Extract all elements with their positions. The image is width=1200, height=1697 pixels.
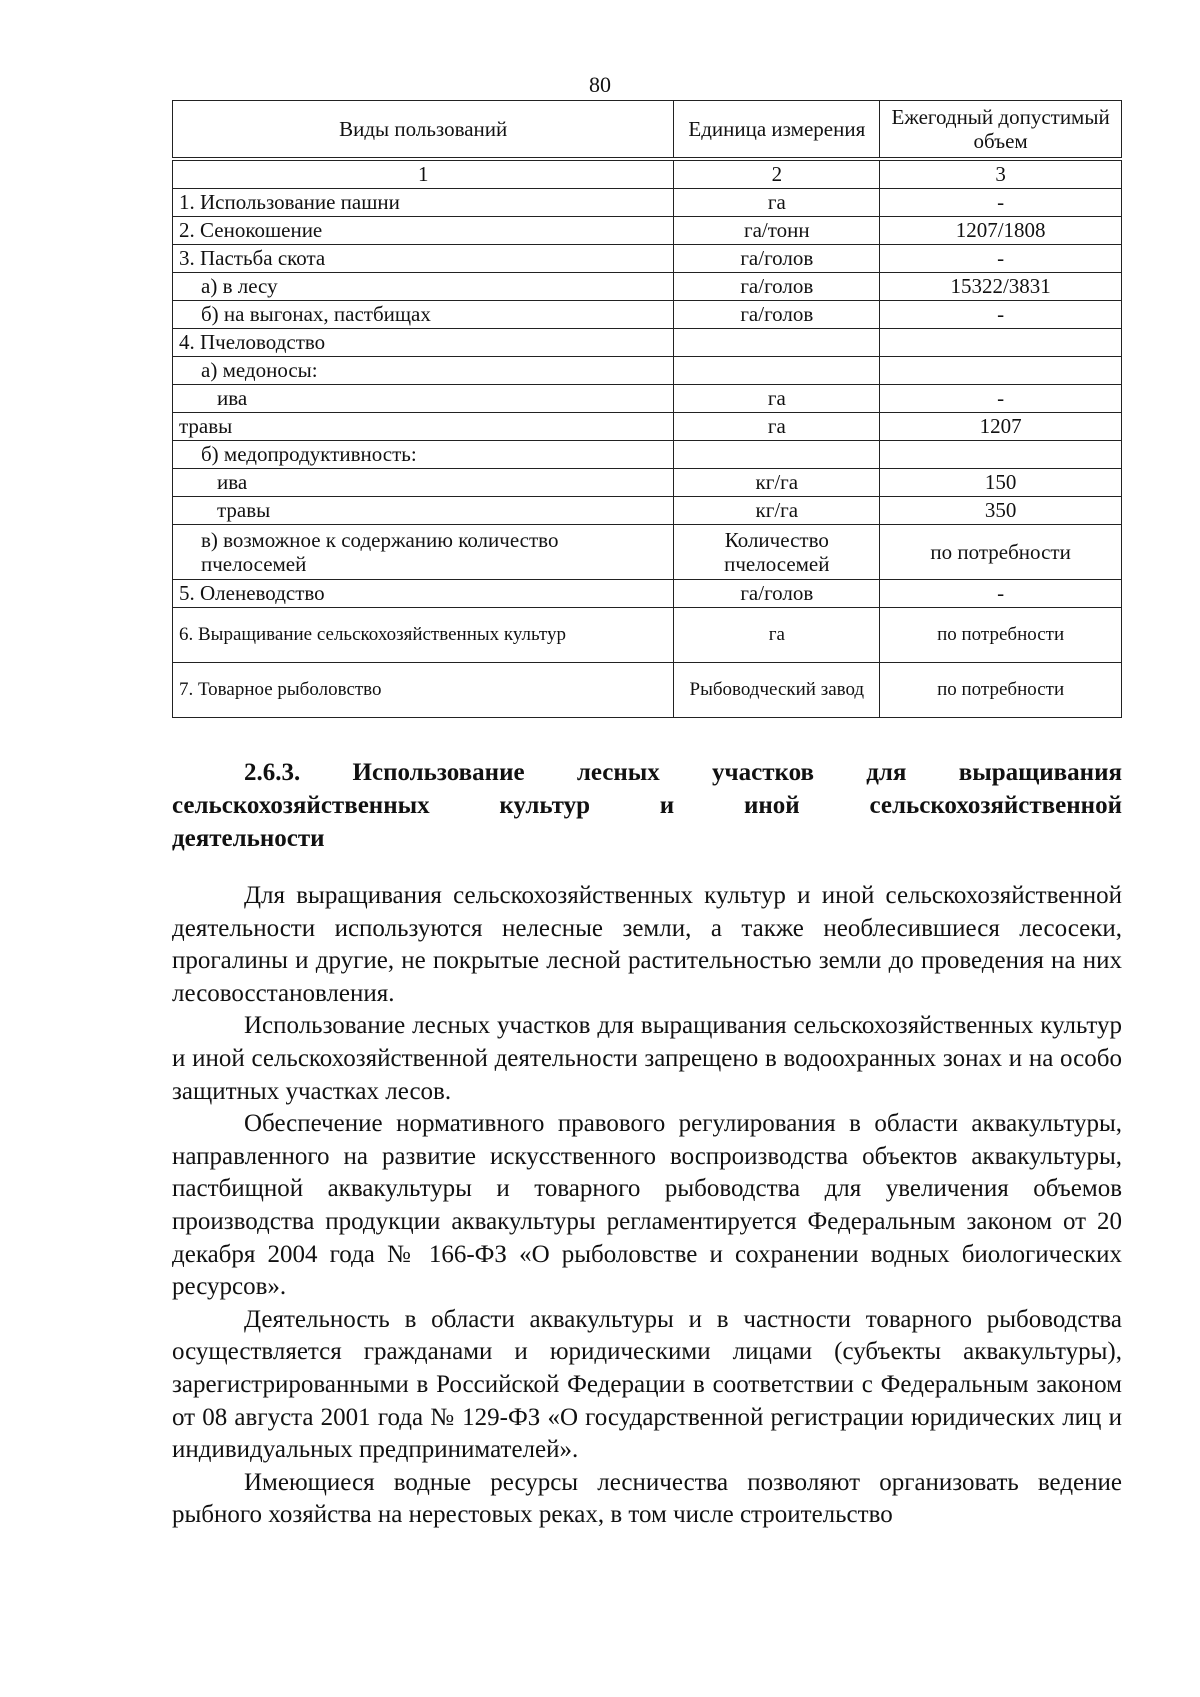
usage-name: 5. Оленеводство (173, 580, 674, 608)
header-usage-type: Виды пользований (173, 101, 674, 160)
section-heading-line: 2.6.3. Использование лесных участков для выращивания (244, 759, 1122, 786)
column-number-row (173, 159, 1122, 189)
usage-unit: га/тонн (674, 217, 880, 245)
section-heading-line: сельскохозяйственных культур и иной сельскохозяйственной (172, 792, 1122, 819)
usage-name: ива (173, 385, 674, 413)
usage-name: 1. Использование пашни (173, 189, 674, 217)
usage-name: б) на выгонах, пастбищах (173, 301, 674, 329)
table-row (173, 217, 1122, 245)
usage-name: ива (173, 469, 674, 497)
section-heading (172, 756, 1122, 855)
forest-usage-table (172, 100, 1122, 718)
table-row (173, 663, 1122, 718)
table-row (173, 385, 1122, 413)
usage-name: 7. Товарное рыболовство (173, 663, 674, 718)
usage-volume (880, 357, 1122, 385)
usage-volume: - (880, 245, 1122, 273)
usage-volume: - (880, 580, 1122, 608)
usage-unit: кг/га (674, 497, 880, 525)
usage-unit: Рыбоводческий завод (674, 663, 880, 718)
usage-unit: га (674, 189, 880, 217)
table-header-row (173, 101, 1122, 160)
usage-unit (674, 329, 880, 357)
usage-volume: по потребности (880, 525, 1122, 580)
usage-volume: - (880, 301, 1122, 329)
column-number: 1 (173, 159, 674, 189)
table-row (173, 245, 1122, 273)
usage-name: в) возможное к содержанию количество пчелосемей (173, 525, 674, 580)
column-number: 3 (880, 159, 1122, 189)
usage-unit: га/голов (674, 245, 880, 273)
usage-volume: 15322/3831 (880, 273, 1122, 301)
column-number: 2 (674, 159, 880, 189)
usage-unit: га (674, 385, 880, 413)
usage-unit: га/голов (674, 273, 880, 301)
usage-unit: га (674, 608, 880, 663)
table-row (173, 189, 1122, 217)
usage-volume: по потребности (880, 663, 1122, 718)
usage-volume: 1207/1808 (880, 217, 1122, 245)
table-row (173, 413, 1122, 441)
usage-name: 4. Пчеловодство (173, 329, 674, 357)
usage-volume: - (880, 189, 1122, 217)
paragraph: Деятельность в области аквакультуры и в частности товарного рыбоводства осуществляется гражданами и юридическими лицами (субъекты аквакультуры), зарегистрированными в Российской Федерации в соответствии с Федеральным законом от 08 августа 2001 года № 129-ФЗ «О государственной регистрации юридических лиц и индивидуальных предпринимателей». (172, 1305, 1122, 1464)
table-row (173, 357, 1122, 385)
usage-volume (880, 441, 1122, 469)
table-row (173, 525, 1122, 580)
usage-unit: га/голов (674, 580, 880, 608)
table-row (173, 469, 1122, 497)
usage-unit (674, 357, 880, 385)
usage-name: травы (173, 413, 674, 441)
usage-volume: по потребности (880, 608, 1122, 663)
table-row (173, 301, 1122, 329)
paragraph: Использование лесных участков для выращивания сельскохозяйственных культур и иной сельскохозяйственной деятельности запрещено в водоохранных зонах и на особо защитных участках лесов. (172, 1012, 1122, 1105)
usage-name: а) в лесу (173, 273, 674, 301)
usage-name: 2. Сенокошение (173, 217, 674, 245)
usage-volume: 350 (880, 497, 1122, 525)
header-annual-volume: Ежегодный допустимый объем (880, 101, 1122, 160)
table-row (173, 497, 1122, 525)
table-row (173, 441, 1122, 469)
paragraph: Имеющиеся водные ресурсы лесничества позволяют организовать ведение рыбного хозяйства на нерестовых реках, в том числе строительство (172, 1468, 1122, 1529)
paragraph: Обеспечение нормативного правового регулирования в области аквакультуры, направленного на развитие искусственного воспроизводства объектов аквакультуры, пастбищной аквакультуры и товарного рыбоводства для увеличения объемов производства продукции аквакультуры регламентируется Федеральным законом от 20 декабря 2004 года № 166-ФЗ «О рыболовстве и сохранении водных биологических ресурсов». (172, 1110, 1122, 1301)
table-row (173, 329, 1122, 357)
table-row (173, 608, 1122, 663)
usage-volume: - (880, 385, 1122, 413)
table-row (173, 273, 1122, 301)
usage-unit: Количество пчелосемей (674, 525, 880, 580)
table-row (173, 580, 1122, 608)
usage-name: 3. Пастьба скота (173, 245, 674, 273)
usage-name: а) медоносы: (173, 357, 674, 385)
usage-unit: га (674, 413, 880, 441)
header-unit: Единица измерения (674, 101, 880, 160)
usage-volume: 150 (880, 469, 1122, 497)
usage-unit (674, 441, 880, 469)
usage-unit: кг/га (674, 469, 880, 497)
usage-volume: 1207 (880, 413, 1122, 441)
paragraph: Для выращивания сельскохозяйственных культур и иной сельскохозяйственной деятельности используются нелесные земли, а также необлесившиеся лесосеки, прогалины и другие, не покрытые лесной растительностью земли до проведения на них лесовосстановления. (172, 882, 1122, 1007)
usage-name: 6. Выращивание сельскохозяйственных культур (173, 608, 674, 663)
usage-unit: га/голов (674, 301, 880, 329)
usage-name: б) медопродуктивность: (173, 441, 674, 469)
page-number: 80 (589, 72, 611, 97)
usage-volume (880, 329, 1122, 357)
usage-name: травы (173, 497, 674, 525)
section-heading-line: деятельности (172, 825, 325, 852)
body-text (172, 880, 1122, 1532)
